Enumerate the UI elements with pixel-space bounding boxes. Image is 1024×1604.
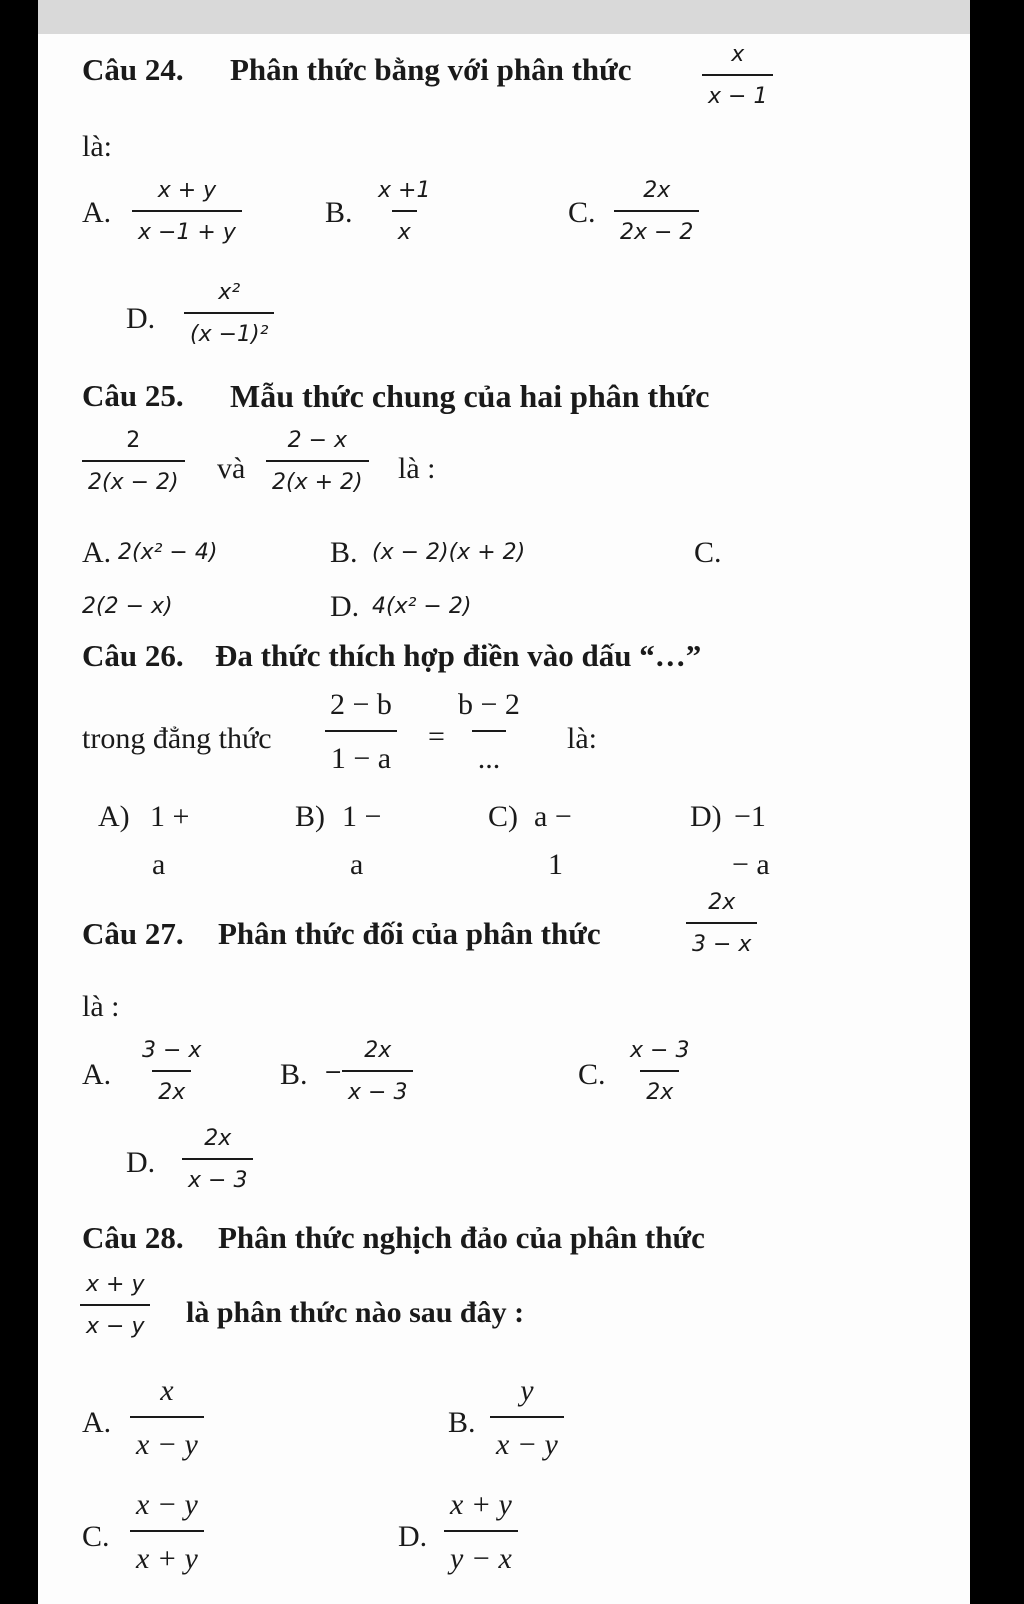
q24-option-c-label: C. <box>568 196 596 229</box>
q28-option-a: $\frac{x}{x - y}$ <box>130 1376 204 1460</box>
q25-va: và <box>217 452 246 485</box>
q24-title: Câu 24. <box>82 52 184 87</box>
q27-title: Câu 27. <box>82 916 184 951</box>
q25-text: Mẫu thức chung của hai phân thức <box>230 378 710 414</box>
q26-option-b-label: B) <box>295 800 325 833</box>
q25-option-d: 4(x² − 2) <box>372 594 472 619</box>
q26-fraction-2: b − 2 ... <box>458 688 520 775</box>
q25-la: là : <box>398 452 436 485</box>
q27-option-b: $\frac{2x}{x - 3}$ <box>342 1040 413 1104</box>
q28-title: Câu 28. <box>82 1220 184 1255</box>
q25-fraction-2: $\frac{2 - x}{2(x + 2)}$ <box>266 430 369 494</box>
q28-option-b: $\frac{y}{x - y}$ <box>490 1376 564 1460</box>
q25-title: Câu 25. <box>82 378 184 413</box>
q26-option-b-line2: a <box>350 848 364 881</box>
q24-text: Phân thức bằng với phân thức <box>230 52 632 87</box>
q24-fraction: $\frac{x}{x - 1}$ <box>702 44 773 108</box>
q27-text: Phân thức đối của phân thức <box>218 916 601 951</box>
q27-option-d-label: D. <box>126 1146 156 1179</box>
q26-option-a-label: A) <box>98 800 130 833</box>
q27-option-d: $\frac{2x}{x - 3}$ <box>182 1128 253 1192</box>
q26-equals: = <box>428 720 445 753</box>
q24-la: là: <box>82 130 112 163</box>
q24-option-b-label: B. <box>325 196 353 229</box>
q28-fraction: $\frac{x + y}{x - y}$ <box>80 1274 150 1338</box>
q26-option-d-line1: −1 <box>734 800 766 833</box>
q26-option-a-line2: a <box>152 848 166 881</box>
q26-option-c-label: C) <box>488 800 518 833</box>
q27-fraction: $\frac{2x}{3 - x}$ <box>686 892 757 956</box>
q28-option-d: $\frac{x + y}{y - x}$ <box>444 1490 518 1574</box>
q27-option-c-label: C. <box>578 1058 606 1091</box>
q28-option-a-label: A. <box>82 1406 112 1439</box>
q28-option-c-label: C. <box>82 1520 110 1553</box>
q27-option-c: $\frac{x - 3}{2x}$ <box>630 1038 690 1105</box>
q26-option-d-line2: − a <box>732 848 770 881</box>
q28-option-d-label: D. <box>398 1520 428 1553</box>
q26-option-c-line2: 1 <box>548 848 563 881</box>
q26-option-a-line1: 1 + <box>150 800 190 833</box>
q25-option-d-label: D. <box>330 590 360 623</box>
q26-fraction-1: $\frac{2 - b}{1 - a}$ <box>324 690 398 774</box>
q24-option-d-label: D. <box>126 302 156 335</box>
q28-text2: là phân thức nào sau đây : <box>186 1296 525 1329</box>
q27-option-b-sign: − <box>324 1060 343 1085</box>
q27-option-b-label: B. <box>280 1058 308 1091</box>
q28-option-c: $\frac{x - y}{x + y}$ <box>130 1490 204 1574</box>
q28-option-b-label: B. <box>448 1406 476 1439</box>
top-bar <box>38 0 970 34</box>
q26-text: Đa thức thích hợp điền vào dấu “…” <box>215 638 702 673</box>
q27-option-a-label: A. <box>82 1058 112 1091</box>
q24-option-c: $\frac{2x}{2x - 2}$ <box>614 180 699 244</box>
q26-option-b-line1: 1 − <box>342 800 382 833</box>
q26-option-c-line1: a − <box>534 800 572 833</box>
q24-option-b: $\frac{x +1}{x}$ <box>378 178 431 245</box>
q24-option-a: $\frac{x + y}{x -1 + y}$ <box>132 180 242 244</box>
q26-la: là: <box>567 722 597 755</box>
q26-option-d-label: D) <box>690 800 722 833</box>
q25-fraction-1: $\frac{2}{2(x - 2)}$ <box>82 430 185 494</box>
q25-option-b: (x − 2)(x + 2) <box>372 540 526 565</box>
q26-title: Câu 26. <box>82 638 184 673</box>
q24-option-a-label: A. <box>82 196 112 229</box>
q27-la: là : <box>82 990 120 1023</box>
q25-option-c-label: C. <box>694 536 722 569</box>
q25-option-b-label: B. <box>330 536 358 569</box>
q24-option-d: $\frac{\text{x²}}{\text{(x −1)²}}$ <box>184 282 274 346</box>
q26-text2: trong đẳng thức <box>82 722 272 755</box>
q25-option-c: 2(2 − x) <box>82 594 173 619</box>
q25-option-a: 2(x² − 4) <box>118 540 218 565</box>
q27-option-a: $\frac{3 - x}{2x}$ <box>142 1038 202 1105</box>
q25-option-a-label: A. <box>82 536 112 569</box>
q28-text: Phân thức nghịch đảo của phân thức <box>218 1220 705 1255</box>
